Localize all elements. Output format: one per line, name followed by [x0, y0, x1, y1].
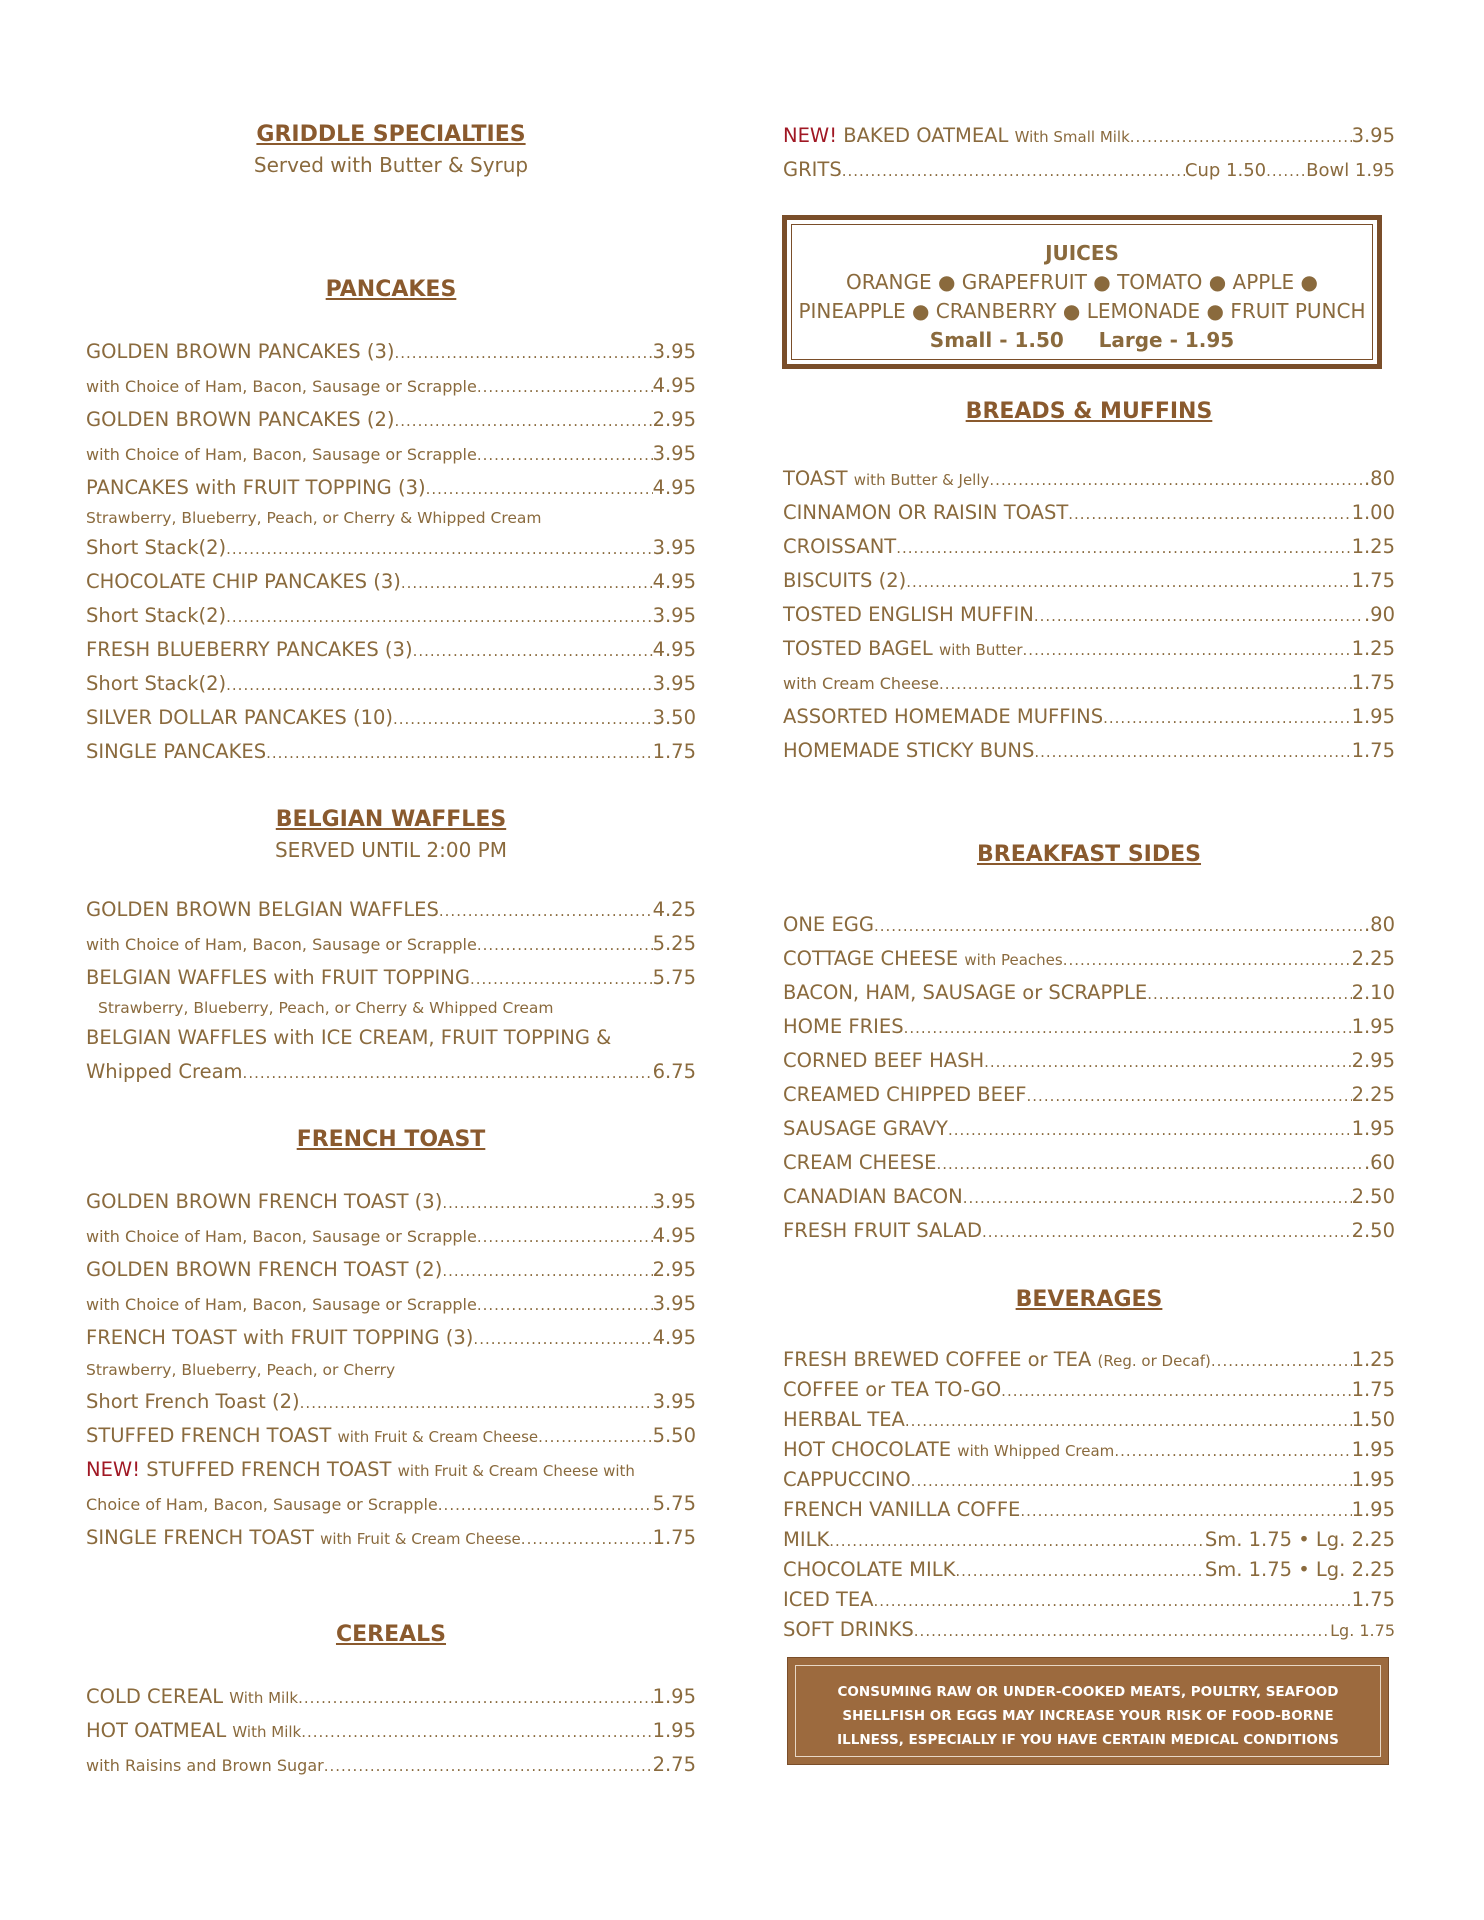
- menu-item: TOSTED ENGLISH MUFFIN ..... .90: [783, 598, 1395, 632]
- menu-item: GRITS ..... Cup 1.50 ..... Bowl 1.95: [783, 153, 1395, 187]
- menu-item: HOT OATMEAL With Milk ..... 1.95: [86, 1714, 696, 1748]
- menu-item: with Raisins and Brown Sugar ..... 2.75: [86, 1748, 696, 1782]
- menu-item: PANCAKES with FRUIT TOPPING (3) ..... 4.95: [86, 471, 696, 505]
- menu-item: NEW! STUFFED FRENCH TOAST with Fruit & Cream Cheese with: [86, 1453, 696, 1487]
- waffles-subtitle: SERVED UNTIL 2:00 PM: [274, 838, 507, 862]
- menu-item: SILVER DOLLAR PANCAKES (10) ..... 3.50: [86, 701, 696, 735]
- menu-item: TOAST with Butter & Jelly ..... .80: [783, 462, 1395, 496]
- menu-item: with Choice of Ham, Bacon, Sausage or Scrapple ..... 4.95: [86, 369, 696, 403]
- pancakes-title: PANCAKES: [325, 277, 457, 302]
- menu-item: CHOCOLATE MILK ..... Sm. 1.75 • Lg. 2.25: [783, 1555, 1395, 1585]
- menu-item: FRENCH VANILLA COFFE ..... 1.95: [783, 1495, 1395, 1525]
- new-badge: NEW!: [86, 1458, 141, 1481]
- french-toast-title: FRENCH TOAST: [296, 1127, 486, 1152]
- menu-item: Short Stack(2) ..... 3.95: [86, 667, 696, 701]
- menu-item: HERBAL TEA ..... 1.50: [783, 1405, 1395, 1435]
- waffles-section: [86, 805, 696, 1089]
- beverages-title: BEVERAGES: [1015, 1287, 1163, 1312]
- menu-item: with Cream Cheese ..... 1.75: [783, 666, 1395, 700]
- cereals-section: [86, 1620, 696, 1782]
- menu-item: SOFT DRINKS ..... Lg. 1.75: [783, 1615, 1395, 1645]
- juices-line1: ORANGE ● GRAPEFRUIT ● TOMATO ● APPLE ●: [846, 270, 1318, 294]
- menu-item: CANADIAN BACON ..... 2.50: [783, 1180, 1395, 1214]
- sides-section: [783, 840, 1395, 1248]
- menu-item: GOLDEN BROWN PANCAKES (3) ..... 3.95: [86, 335, 696, 369]
- juices-line2: PINEAPPLE ● CRANBERRY ● LEMONADE ● FRUIT PUNCH: [798, 299, 1366, 323]
- french-toast-list: [86, 1185, 696, 1555]
- menu-item: Short French Toast (2) ..... 3.95: [86, 1385, 696, 1419]
- new-badge: NEW!: [783, 124, 838, 147]
- griddle-subtitle: Served with Butter & Syrup: [253, 153, 529, 177]
- beverages-section: [783, 1285, 1395, 1645]
- juices-inner: [791, 224, 1373, 360]
- menu-item: STUFFED FRENCH TOAST with Fruit & Cream Cheese ..... 5.50: [86, 1419, 696, 1453]
- menu-item: Short Stack(2) ..... 3.95: [86, 599, 696, 633]
- juices-box: [782, 215, 1382, 369]
- menu-item: ICED TEA ..... 1.75: [783, 1585, 1395, 1615]
- sides-title: BREAKFAST SIDES: [976, 842, 1202, 867]
- menu-item: COFFEE or TEA TO-GO ..... 1.75: [783, 1375, 1395, 1405]
- menu-item: GOLDEN BROWN BELGIAN WAFFLES ..... 4.25: [86, 893, 696, 927]
- menu-item: SINGLE FRENCH TOAST with Fruit & Cream Cheese ..... 1.75: [86, 1521, 696, 1555]
- menu-item: with Choice of Ham, Bacon, Sausage or Scrapple ..... 5.25: [86, 927, 696, 961]
- juices-title: JUICES: [1045, 241, 1119, 265]
- sides-list: [783, 908, 1395, 1248]
- cereals-list: [86, 1680, 696, 1782]
- pancakes-section: [86, 275, 696, 769]
- menu-item: FRESH BLUEBERRY PANCAKES (3) ..... 4.95: [86, 633, 696, 667]
- menu-item: ASSORTED HOMEMADE MUFFINS ..... 1.95: [783, 700, 1395, 734]
- menu-note: Strawberry, Blueberry, Peach, or Cherry & Whipped Cream: [86, 509, 542, 527]
- breads-list: [783, 462, 1395, 768]
- menu-item: NEW! BAKED OATMEAL With Small Milk ..... 3.95: [783, 119, 1395, 153]
- beverages-list: [783, 1345, 1395, 1645]
- menu-item: GOLDEN BROWN FRENCH TOAST (2) ..... 2.95: [86, 1253, 696, 1287]
- menu-item: with Choice of Ham, Bacon, Sausage or Scrapple ..... 4.95: [86, 1219, 696, 1253]
- menu-item: ONE EGG ..... .80: [783, 908, 1395, 942]
- pancakes-list: [86, 335, 696, 769]
- menu-item: BISCUITS (2) ..... 1.75: [783, 564, 1395, 598]
- griddle-header: [86, 120, 696, 180]
- menu-item: BELGIAN WAFFLES with FRUIT TOPPING ..... 5.75: [86, 961, 696, 995]
- menu-item: HOME FRIES ..... 1.95: [783, 1010, 1395, 1044]
- warning-line1: CONSUMING RAW OR UNDER-COOKED MEATS, POULTRY, SEAFOOD: [837, 1684, 1339, 1700]
- menu-item: with Choice of Ham, Bacon, Sausage or Scrapple ..... 3.95: [86, 437, 696, 471]
- warning-line2: SHELLFISH OR EGGS MAY INCREASE YOUR RISK OF FOOD-BORNE: [842, 1708, 1334, 1724]
- menu-item: SINGLE PANCAKES ..... 1.75: [86, 735, 696, 769]
- menu-item: CREAMED CHIPPED BEEF ..... 2.25: [783, 1078, 1395, 1112]
- cereals-title: CEREALS: [335, 1622, 447, 1647]
- menu-item: FRENCH TOAST with FRUIT TOPPING (3) ..... 4.95: [86, 1321, 696, 1355]
- menu-note: Strawberry, Blueberry, Peach, or Cherry & Whipped Cream: [98, 999, 554, 1017]
- menu-item: SAUSAGE GRAVY ..... 1.95: [783, 1112, 1395, 1146]
- menu-item: Short Stack(2) ..... 3.95: [86, 531, 696, 565]
- menu-item: COLD CEREAL With Milk ..... 1.95: [86, 1680, 696, 1714]
- menu-item: CORNED BEEF HASH ..... 2.95: [783, 1044, 1395, 1078]
- breads-title: BREADS & MUFFINS: [965, 399, 1213, 424]
- menu-item: HOT CHOCOLATE with Whipped Cream ..... 1.95: [783, 1435, 1395, 1465]
- menu-item: COTTAGE CHEESE with Peaches ..... 2.25: [783, 942, 1395, 976]
- menu-item: TOSTED BAGEL with Butter ..... 1.25: [783, 632, 1395, 666]
- waffles-list: [86, 893, 696, 1089]
- menu-item: CROISSANT ..... 1.25: [783, 530, 1395, 564]
- menu-item: GOLDEN BROWN PANCAKES (2) ..... 2.95: [86, 403, 696, 437]
- breads-section: [783, 397, 1395, 768]
- menu-item: CINNAMON OR RAISIN TOAST ..... 1.00: [783, 496, 1395, 530]
- waffles-title: BELGIAN WAFFLES: [275, 807, 507, 832]
- warning-line3: ILLNESS, ESPECIALLY IF YOU HAVE CERTAIN MEDICAL CONDITIONS: [837, 1732, 1339, 1748]
- menu-item: Whipped Cream ..... 6.75: [86, 1055, 696, 1089]
- menu-item: CREAM CHEESE ..... .60: [783, 1146, 1395, 1180]
- menu-item: HOMEMADE STICKY BUNS ..... 1.75: [783, 734, 1395, 768]
- french-toast-section: [86, 1125, 696, 1555]
- menu-item: FRESH BREWED COFFEE or TEA (Reg. or Decaf) ..... 1.25: [783, 1345, 1395, 1375]
- menu-item: BACON, HAM, SAUSAGE or SCRAPPLE ..... 2.10: [783, 976, 1395, 1010]
- menu-item: CHOCOLATE CHIP PANCAKES (3) ..... 4.95: [86, 565, 696, 599]
- griddle-title: GRIDDLE SPECIALTIES: [256, 122, 526, 147]
- juices-sizes: Small - 1.50 Large - 1.95: [929, 328, 1235, 352]
- top-right-items: [783, 119, 1395, 187]
- menu-item: GOLDEN BROWN FRENCH TOAST (3) ..... 3.95: [86, 1185, 696, 1219]
- menu-item: CAPPUCCINO ..... 1.95: [783, 1465, 1395, 1495]
- menu-item: Choice of Ham, Bacon, Sausage or Scrapple ..... 5.75: [86, 1487, 696, 1521]
- menu-item: FRESH FRUIT SALAD ..... 2.50: [783, 1214, 1395, 1248]
- menu-item: with Choice of Ham, Bacon, Sausage or Scrapple ..... 3.95: [86, 1287, 696, 1321]
- food-warning-box: [787, 1657, 1389, 1765]
- menu-item: MILK ..... Sm. 1.75 • Lg. 2.25: [783, 1525, 1395, 1555]
- menu-note: Strawberry, Blueberry, Peach, or Cherry: [86, 1361, 396, 1379]
- menu-item: BELGIAN WAFFLES with ICE CREAM, FRUIT TOPPING &: [86, 1026, 612, 1049]
- food-warning-inner: [795, 1665, 1381, 1757]
